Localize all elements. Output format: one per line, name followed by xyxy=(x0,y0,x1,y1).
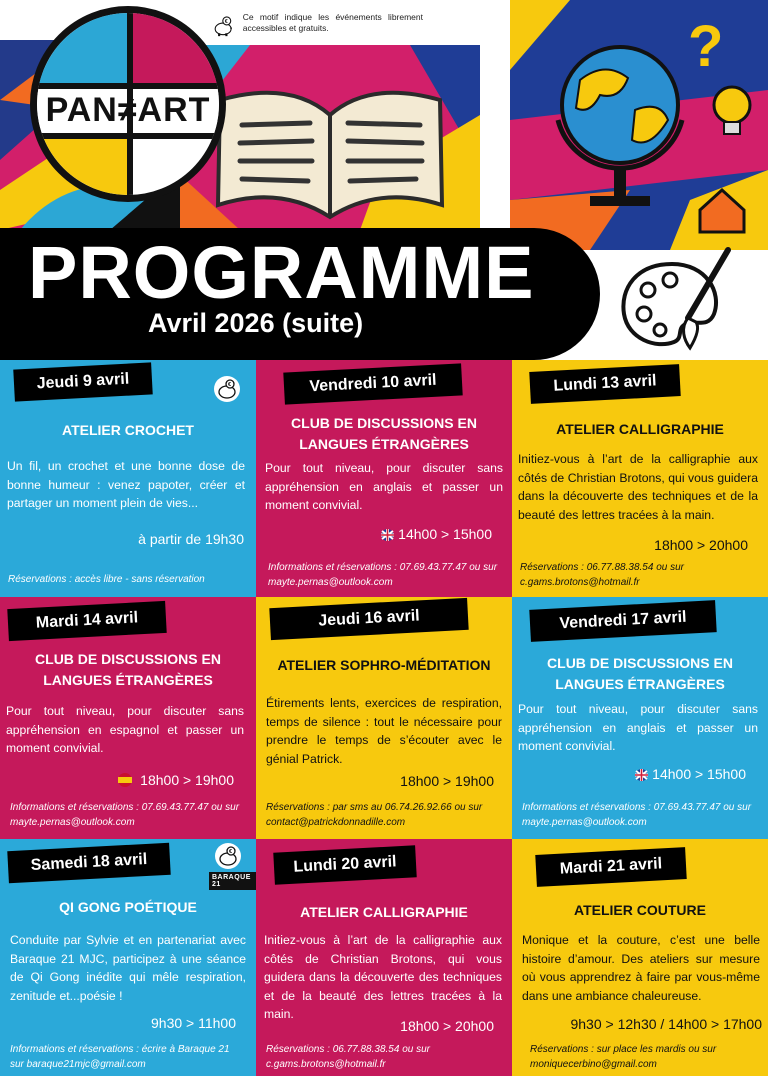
event-title: ATELIER CROCHET xyxy=(62,422,194,438)
piggy-bank-icon xyxy=(213,12,235,40)
event-time: 9h30 > 11h00 xyxy=(151,1015,236,1031)
event-title: CLUB DE DISCUSSIONS EN LANGUES ÉTRANGÈRES xyxy=(291,415,477,452)
svg-text:?: ? xyxy=(688,14,724,79)
logo-text: PAN≠ART xyxy=(45,91,211,129)
uk-flag-icon xyxy=(634,769,649,781)
uk-flag-icon xyxy=(380,529,395,541)
open-book-art xyxy=(180,45,480,230)
event-time: 14h00 > 15h00 xyxy=(380,526,492,542)
event-info: Réservations : accès libre - sans réservation xyxy=(8,574,205,585)
event-description: Initiez-vous à l’art de la calligraphie aux côtés de Christian Brotons, qui vous guidera dans la découverte des techniques et de la beauté des lettres tracées à la main. xyxy=(518,452,758,522)
svg-text:€: € xyxy=(229,849,233,855)
event-description: Pour tout niveau, pour discuter sans appréhension en anglais et passer un moment convivial. xyxy=(518,702,758,754)
event-date: Samedi 18 avril xyxy=(7,843,170,883)
event-time: 18h00 > 19h00 xyxy=(117,772,234,788)
event-info: Réservations : par sms au 06.74.26.92.66 ou sur contact@patrickdonnadille.com xyxy=(266,802,483,828)
baraque-21-logo: BARAQUE 21 xyxy=(209,872,256,890)
event-card-mardi-14 xyxy=(0,597,256,839)
event-description: Conduite par Sylvie et en partenariat avec Baraque 21 MJC, participez à une séance de Qi Gong inédite qui mêle respiration, zenitude et...poésie ! xyxy=(10,933,246,1003)
event-info: Réservations : 06.77.88.38.54 ou sur c.gams.brotons@hotmail.fr xyxy=(266,1044,430,1070)
event-time: 18h00 > 19h00 xyxy=(400,773,494,789)
free-event-note-text: Ce motif indique les événements librement accessibles et gratuits. xyxy=(242,12,423,34)
pan-art-logo xyxy=(30,6,226,202)
event-title: ATELIER CALLIGRAPHIE xyxy=(556,421,724,437)
event-time: 18h00 > 20h00 xyxy=(654,537,748,553)
event-info: Réservations : 06.77.88.38.54 ou sur c.gams.brotons@hotmail.fr xyxy=(520,562,684,588)
svg-text:€: € xyxy=(224,18,228,25)
event-date: Mardi 21 avril xyxy=(535,847,686,887)
page-subtitle: Avril 2026 (suite) xyxy=(148,308,364,338)
event-time: à partir de 19h30 xyxy=(138,531,244,547)
event-title: ATELIER COUTURE xyxy=(574,902,706,918)
event-info: Informations et réservations : écrire à Baraque 21 sur baraque21mjc@gmail.com xyxy=(10,1044,230,1070)
event-card-jeudi-16 xyxy=(256,597,512,839)
event-time: 9h30 > 12h30 / 14h00 > 17h00 xyxy=(570,1016,762,1032)
event-title: CLUB DE DISCUSSIONS EN LANGUES ÉTRANGÈRES xyxy=(35,651,221,688)
event-description: Étirements lents, exercices de respiration, temps de silence : tout le nécessaire pour prendre le temps de s’écouter avec le génial Patrick. xyxy=(266,696,502,766)
piggy-bank-icon xyxy=(212,376,242,402)
event-card-mardi-21 xyxy=(512,839,768,1076)
event-date: Lundi 13 avril xyxy=(529,364,680,404)
piggy-bank-icon xyxy=(213,843,243,869)
event-description: Pour tout niveau, pour discuter sans appréhension en espagnol et passer un moment convivial. xyxy=(6,704,244,756)
event-card-jeudi-9 xyxy=(0,360,256,597)
event-info: Réservations : sur place les mardis ou sur moniquecerbino@gmail.com xyxy=(530,1044,717,1070)
event-title: QI GONG POÉTIQUE xyxy=(59,899,197,915)
event-description: Initiez-vous à l’art de la calligraphie aux côtés de Christian Brotons, qui vous guidera dans la découverte des techniques et de la beauté des lettres tracées à la main. xyxy=(264,933,502,1022)
event-date: Mardi 14 avril xyxy=(7,601,166,641)
event-info: Informations et réservations : 07.69.43.77.47 ou sur mayte.pernas@outlook.com xyxy=(268,562,498,588)
globe-art xyxy=(510,0,768,250)
event-description: Un fil, un crochet et une bonne dose de bonne humeur : venez papoter, créer et partager un moment plein de vies... xyxy=(7,459,245,511)
event-time: 18h00 > 20h00 xyxy=(400,1018,494,1034)
event-date: Vendredi 10 avril xyxy=(283,363,462,404)
event-card-lundi-20 xyxy=(256,839,512,1076)
event-description: Pour tout niveau, pour discuter sans appréhension en anglais et passer un moment convivial. xyxy=(265,461,503,513)
spain-flag-icon xyxy=(117,773,133,787)
event-date: Lundi 20 avril xyxy=(273,845,416,884)
event-date: Vendredi 17 avril xyxy=(529,600,716,642)
event-title: CLUB DE DISCUSSIONS EN LANGUES ÉTRANGÈRES xyxy=(547,655,733,692)
event-info: Informations et réservations : 07.69.43.77.47 ou sur mayte.pernas@outlook.com xyxy=(10,802,240,828)
event-info: Informations et réservations : 07.69.43.77.47 ou sur mayte.pernas@outlook.com xyxy=(522,802,752,828)
event-card-lundi-13 xyxy=(512,360,768,597)
event-date: Jeudi 9 avril xyxy=(13,362,152,401)
event-title: ATELIER CALLIGRAPHIE xyxy=(300,904,468,920)
free-event-note xyxy=(213,12,423,40)
svg-text:€: € xyxy=(228,382,232,388)
event-date: Jeudi 16 avril xyxy=(269,598,468,640)
event-time: 14h00 > 15h00 xyxy=(634,766,746,782)
paint-palette-icon xyxy=(616,244,736,360)
event-card-vendredi-17 xyxy=(512,597,768,839)
page-title: PROGRAMME xyxy=(28,231,535,314)
event-description: Monique et la couture, c’est une belle histoire d’amour. Des ateliers sur mesure où vous apprendrez à faire par vous-même dans une ambiance chaleureuse. xyxy=(522,933,760,1003)
header xyxy=(0,0,768,360)
event-title: ATELIER SOPHRO-MÉDITATION xyxy=(277,657,491,673)
event-card-vendredi-10 xyxy=(256,360,512,597)
event-card-samedi-18 xyxy=(0,839,256,1076)
